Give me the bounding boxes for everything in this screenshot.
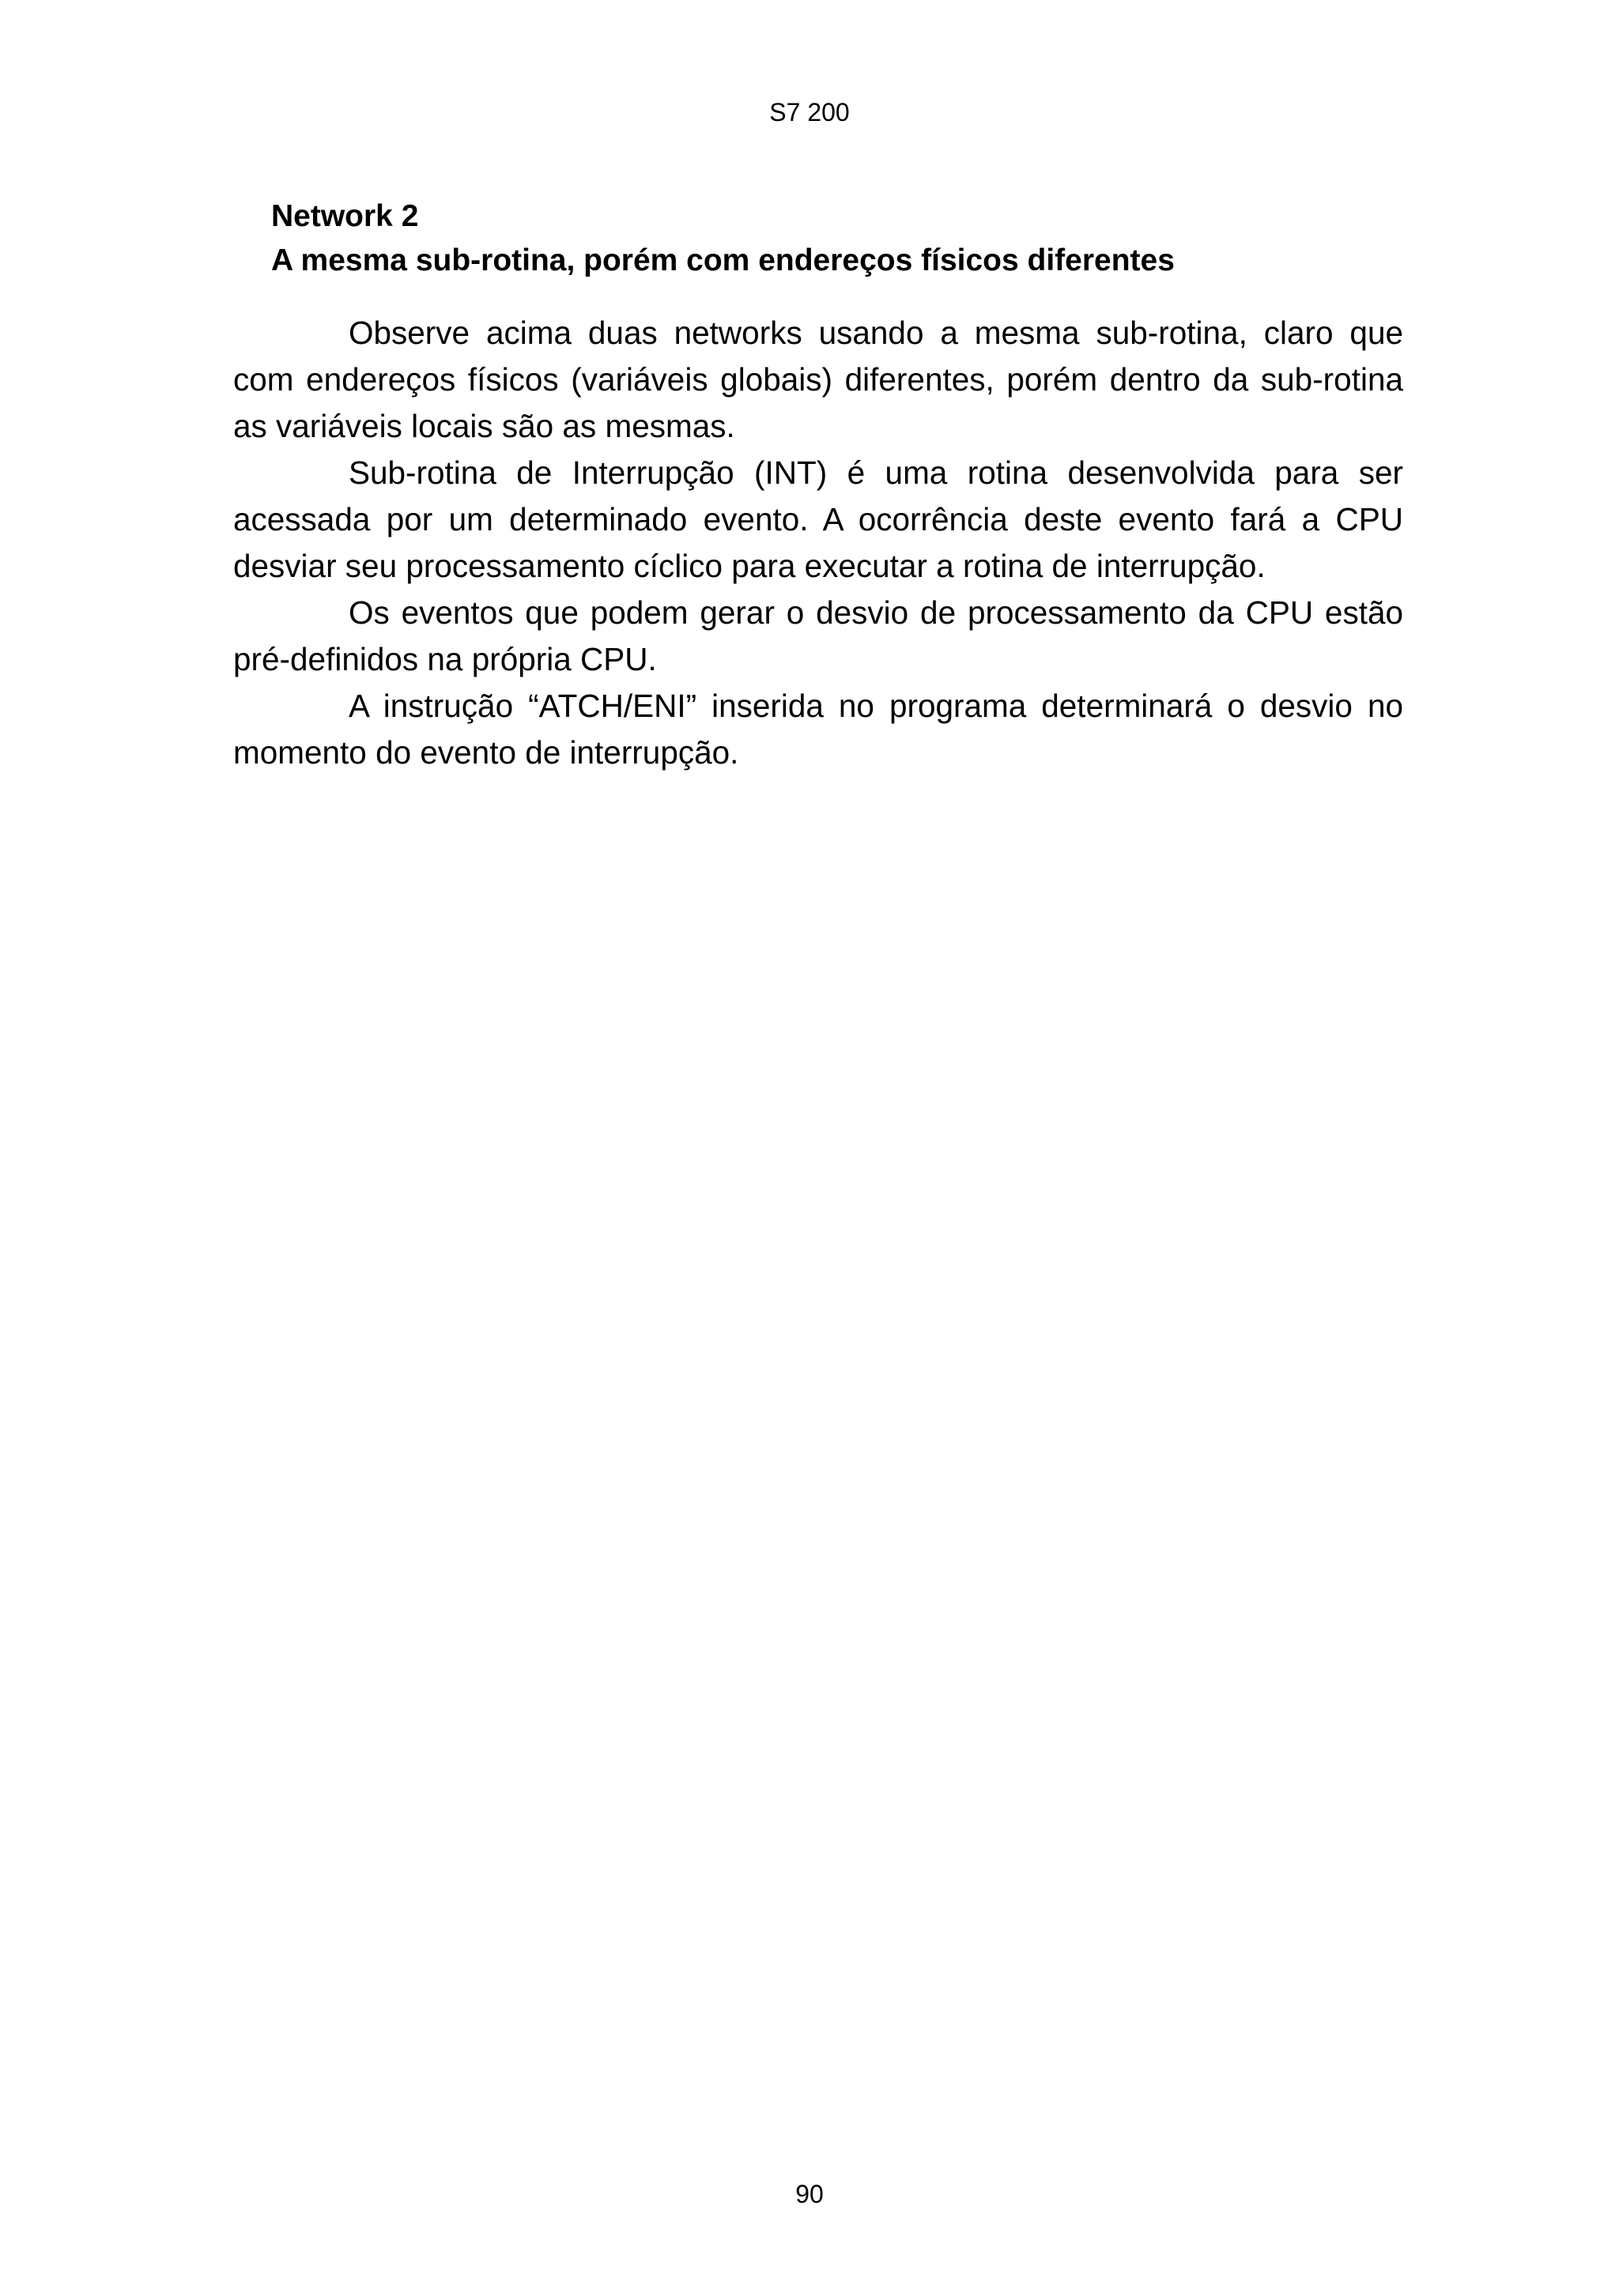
network-caption: A mesma sub-rotina, porém com endereços físicos diferentes bbox=[271, 243, 1175, 277]
paragraph: Os eventos que podem gerar o desvio de processamento da CPU estão pré-definidos na própria CPU. bbox=[233, 594, 1403, 677]
network-label: Network 2 bbox=[271, 199, 419, 233]
paragraph: Sub-rotina de Interrupção (INT) é uma rotina desenvolvida para ser acessada por um determinado evento. A ocorrência deste evento fará a CPU desviar seu processamento cíclico para executar a rotina de interrupção. bbox=[233, 454, 1403, 584]
section-heading bbox=[271, 194, 1417, 283]
body-text bbox=[233, 310, 1403, 776]
page-number: 90 bbox=[795, 2180, 824, 2208]
running-header: S7 200 bbox=[769, 98, 850, 126]
paragraph: A instrução “ATCH/ENI” inserida no programa determinará o desvio no momento do evento de interrupção. bbox=[233, 688, 1403, 771]
paragraph: Observe acima duas networks usando a mesma sub-rotina, claro que com endereços físicos (variáveis globais) diferentes, porém dentro da sub-rotina as variáveis locais são as mesmas. bbox=[233, 315, 1403, 444]
